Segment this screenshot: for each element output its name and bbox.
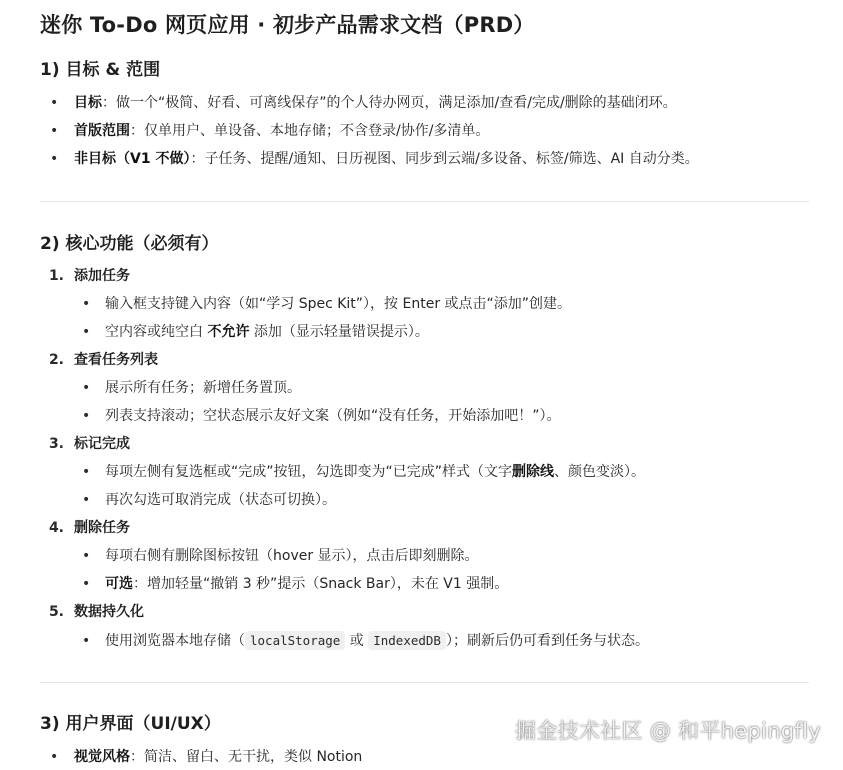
- non-goal-item: 非目标（V1 不做）：子任务、提醒/通知、日历视图、同步到云端/多设备、标签/筛选、AI 自动分类。: [74, 151, 699, 167]
- bullet-dot: •: [50, 749, 59, 765]
- non-goal-item-label: 非目标（V1 不做）: [74, 151, 191, 167]
- bullet-dot: •: [82, 380, 91, 396]
- section-divider: [40, 201, 809, 202]
- feature-sub-item: 每项右侧有删除图标按钮（hover 显示），点击后即刻删除。: [105, 548, 479, 564]
- scope-item-text: 仅单用户、单设备、本地存储；不含登录/协作/多清单。: [144, 123, 490, 139]
- feature-title-view: 查看任务列表: [74, 352, 158, 368]
- feature-sub-item: 空内容或纯空白 不允许 添加（显示轻量错误提示）。: [105, 324, 429, 340]
- bullet-dot: •: [82, 408, 91, 424]
- feature-title-persistence: 数据持久化: [74, 604, 144, 620]
- goal-item-label: 目标: [74, 95, 102, 111]
- bullet-dot: •: [82, 492, 91, 508]
- feature-sub-item: 再次勾选可取消完成（状态可切换）。: [105, 492, 336, 508]
- code-localstorage: localStorage: [245, 631, 345, 650]
- section-heading-core: 2) 核心功能（必须有）: [40, 234, 219, 254]
- goal-item-text: 做一个“极简、好看、可离线保存”的个人待办网页，满足添加/查看/完成/删除的基础闭环。: [116, 95, 677, 111]
- feature-title-complete: 标记完成: [74, 436, 130, 452]
- feature-title-delete: 删除任务: [74, 520, 130, 536]
- bullet-dot: •: [50, 151, 59, 167]
- feature-title-add: 添加任务: [74, 268, 130, 284]
- ui-style-text: 简洁、留白、无干扰，类似 Notion: [144, 749, 363, 765]
- feature-sub-item: 每项左侧有复选框或“完成”按钮，勾选即变为“已完成”样式（文字删除线、颜色变淡）。: [105, 464, 646, 480]
- bullet-dot: •: [82, 464, 91, 480]
- feature-sub-item-storage: 使用浏览器本地存储（ localStorage 或 IndexedDB ）；刷新后仍可看到任务与状态。: [105, 633, 649, 649]
- feature-number: 1.: [48, 268, 64, 284]
- goal-item: 目标：做一个“极简、好看、可离线保存”的个人待办网页，满足添加/查看/完成/删除的基础闭环。: [74, 95, 677, 111]
- feature-number: 3.: [48, 436, 64, 452]
- document-title: 迷你 To-Do 网页应用 · 初步产品需求文档（PRD）: [40, 13, 535, 37]
- bullet-dot: •: [82, 633, 91, 649]
- feature-sub-item: 输入框支持键入内容（如“学习 Spec Kit”），按 Enter 或点击“添加”创建。: [105, 296, 572, 312]
- bullet-dot: •: [50, 95, 59, 111]
- scope-item-label: 首版范围: [74, 123, 130, 139]
- bullet-dot: •: [82, 296, 91, 312]
- bullet-dot: •: [82, 576, 91, 592]
- bullet-dot: •: [82, 324, 91, 340]
- non-goal-item-text: 子任务、提醒/通知、日历视图、同步到云端/多设备、标签/筛选、AI 自动分类。: [204, 151, 699, 167]
- section-heading-goals: 1) 目标 & 范围: [40, 60, 161, 80]
- feature-sub-item: 可选：增加轻量“撤销 3 秒”提示（Snack Bar），未在 V1 强制。: [105, 576, 509, 592]
- ui-style-label: 视觉风格: [74, 749, 130, 765]
- feature-number: 2.: [48, 352, 64, 368]
- section-heading-ui: 3) 用户界面（UI/UX）: [40, 714, 221, 734]
- section-divider: [40, 682, 809, 683]
- feature-number: 5.: [48, 604, 64, 620]
- code-indexeddb: IndexedDB: [368, 631, 446, 650]
- scope-item: 首版范围：仅单用户、单设备、本地存储；不含登录/协作/多清单。: [74, 123, 490, 139]
- watermark: 掘金技术社区 @ 和平hepingfly: [514, 719, 821, 743]
- feature-sub-item: 展示所有任务；新增任务置顶。: [105, 380, 301, 396]
- bullet-dot: •: [82, 548, 91, 564]
- feature-number: 4.: [48, 520, 64, 536]
- feature-sub-item: 列表支持滚动；空状态展示友好文案（例如“没有任务，开始添加吧！”）。: [105, 408, 561, 424]
- bullet-dot: •: [50, 123, 59, 139]
- ui-style-item: 视觉风格：简洁、留白、无干扰，类似 Notion: [74, 749, 363, 765]
